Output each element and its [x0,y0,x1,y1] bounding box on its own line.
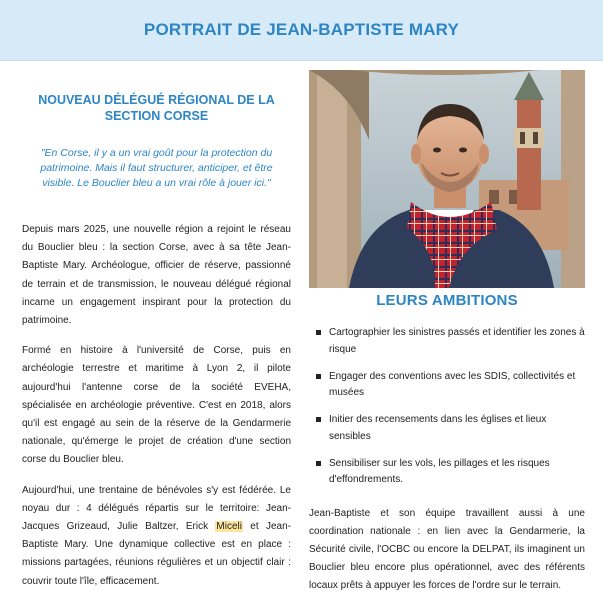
pull-quote: "En Corse, il y a un vrai goût pour la protection du patrimoine. Mais il faut structurer, anticiper, et être visible. Le Bouclier bleu a un vrai rôle à jouer ici." [40,147,273,189]
square-bullet-icon [316,374,321,379]
ambitions-list [309,325,585,489]
list-item [309,369,585,402]
closing-paragraph: Jean-Baptiste et son équipe travaillent aussi à une coordination nationale : en lien avec la Gendarmerie, la Sécurité civile, l'OCBC ou encore la DELPAT, ils imaginent un Bouclier bleu encore plus opérationnel, avec des référents locaux prêts à appuyer les forces de l'ordre sur le terrain. [309,507,585,592]
list-item-text: Cartographier les sinistres passés et identifier les zones à risque [329,327,585,355]
article-subtitle: NOUVEAU DÉLÉGUÉ RÉGIONAL DE LA SECTION CORSE [38,93,275,123]
list-item [309,412,585,445]
highlighted-name: Miceli [216,521,242,533]
square-bullet-icon [316,330,321,335]
portrait-photo [309,70,585,288]
right-column [309,292,585,596]
paragraph-team [22,482,291,591]
list-item [309,456,585,489]
square-bullet-icon [316,417,321,422]
paragraph-team-text-2: et Jean-Baptiste Mary. Une dynamique collective est en place : missions partagées, réunions régulières et un objectif clair : couvrir toute l'île, efficacement. [22,521,291,587]
left-column [22,92,291,591]
paragraph-team-text-1: Aujourd'hui, une trentaine de bénévoles s'y est fédérée. Le noyau dur : 4 délégués répartis sur le territoire: Jean-Jacques Grizeaud, Julie Baltzer, Erick [22,484,291,533]
list-item-text: Initier des recensements dans les églises et lieux sensibles [329,414,547,442]
header-banner [0,0,603,61]
list-item-text: Engager des conventions avec les SDIS, collectivités et musées [329,370,576,398]
list-item-text: Sensibiliser sur les vols, les pillages et les risques d'effondrements. [329,457,550,485]
list-item [309,325,585,358]
ambitions-heading: LEURS AMBITIONS [376,292,518,309]
page-title: PORTRAIT DE JEAN-BAPTISTE MARY [143,20,460,39]
paragraph-background: Formé en histoire à l'université de Corse, puis en archéologie terrestre et maritime à Lyon 2, il pilote aujourd'hui l'antenne corse de la société EVEHA, spécialisée en archéologie préventive. C'est en 2018, alors qu'il est engagé au sein de la réserve de la Gendarmerie nationale, qu'émerge le projet de création d'une section corse du Bouclier bleu. [22,345,291,466]
square-bullet-icon [316,461,321,466]
paragraph-intro: Depuis mars 2025, une nouvelle région a rejoint le réseau du Bouclier bleu : la section Corse, avec à sa tête Jean-Baptiste Mary. Archéologue, officier de réserve, passionné de terrain et de transmission, le nouveau délégué régional incarne un engagement inspirant pour la protection du patrimoine. [22,224,291,327]
